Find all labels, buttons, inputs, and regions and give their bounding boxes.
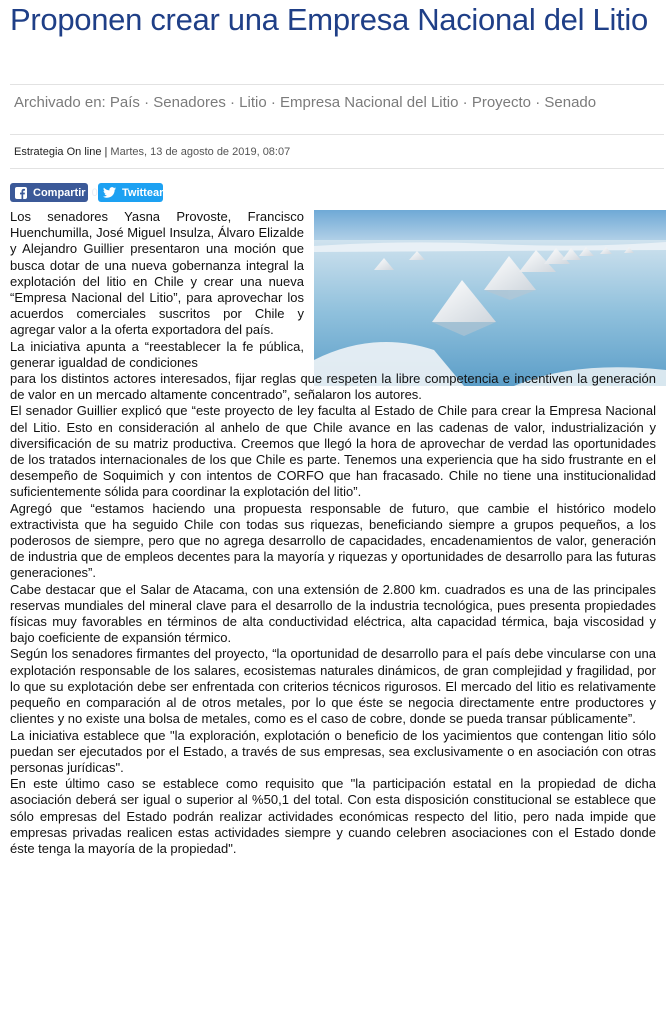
byline [14,146,290,159]
article-paragraph: Los senadores Yasna Provoste, Francisco Huenchumilla, José Miguel Insulza, Álvaro Elizalde y Alejandro Guillier presentaron una moción que busca dotar de una nueva gobernanza integral la explotación del litio en Chile y crear una nueva “Empresa Nacional del Litio”, para aprovechar los acuerdos comerciales suscritos por Chile y agregar valor a la oferta exportadora del país. [10,209,304,338]
tag-separator: · [535,94,541,111]
tag-separator: · [144,94,150,111]
share-bar [10,183,163,202]
tag-link[interactable]: Proyecto [471,94,532,111]
tag-link[interactable]: Empresa Nacional del Litio [280,94,459,111]
tag-separator: · [462,94,468,111]
archived-label: Archivado en: [14,94,106,111]
tag-link[interactable]: Senado [544,94,597,111]
tag-link[interactable]: Litio [239,94,267,111]
tag-link[interactable]: Senadores [153,94,226,111]
facebook-share-button[interactable] [10,183,98,202]
tag-separator: · [230,94,235,111]
article-paragraph: Cabe destacar que el Salar de Atacama, con una extensión de 2.800 km. cuadrados es una de las principales reservas mundiales del mineral clave para el desarrollo de la industria tecnológica, pues presenta propiedades físicas muy favorables en términos de alta conductividad eléctrica, alta capacidad térmica, baja viscosidad y bajo coeficiente de expansión térmico. [10,581,656,646]
byline-separator: | [104,146,108,158]
share-count: 0 [91,186,98,199]
tag-separator: · [270,94,276,111]
tag-link[interactable]: País [109,94,140,111]
divider [10,134,664,135]
article-paragraph: La iniciativa apunta a “reestablecer la fe pública, generar igualdad de condiciones [10,338,304,370]
divider [10,168,664,169]
article-paragraph: En este último caso se establece como requisito que "la participación estatal en la propiedad de dicha asociación deberá ser igual o superior al %50,1 del total. Con esta disposición constitucional se establece que sólo empresas del Estado podrán realizar actividades económicas respecto del litio, pero nada impide que empresas privadas realicen estas actividades siempre y cuando celebren asociaciones con el Estado donde éste tenga la mayoría de la propiedad". [10,776,656,856]
source-name: Estrategia On line [14,146,102,158]
article-paragraph: El senador Guillier explicó que “este proyecto de ley faculta al Estado de Chile para crear la Empresa Nacional del Litio. Esto en consideración al anhelo de que Chile avance en las cadenas de valor, industrialización y diversificación de su matriz productiva. Creemos que llegó la hora de aprovechar de verdad las oportunidades de los tratados internacionales de los que Chile es parte. Tenemos una experiencia que ha sido frustrante en el desempeño de Soquimich y con intentos de CORFO que han fracasado. Chile no tiene una institucionalidad suficientemente sólida para coordinar la explotación del litio”. [10,403,656,500]
twitter-share-label: Twittear [122,186,164,199]
article-paragraph: Según los senadores firmantes del proyecto, “la oportunidad de desarrollo para el país debe vincularse con una explotación responsable de los salares, ecosistemas naturales dinámicos, de gran complejidad y fragilidad, por lo que su explotación debe ser enfrentada con criterios técnicos rigurosos. El mercado del litio es relativamente pequeño en comparación al de otros metales, por lo que éste se negocia directamente entre productores y clientes y no existe una bolsa de metales, como es el caso de cobre, donde se pueda transar públicamente”. [10,646,656,727]
divider [10,84,664,85]
article-paragraph: Agregó que “estamos haciendo una propuesta responsable de futuro, que cambie el histórico modelo extractivista que ha seguido Chile con todas sus riquezas, beneficiando siempre a grupos pequeños, a los poderosos de siempre, pero que no agrega desarrollo de capacidades, encadenamientos de valor, generación de industria que de empleos decentes para la mayoría y riquezas y oportunidades de desarrollo para las futuras generaciones”. [10,500,656,581]
article-paragraph: La iniciativa establece que "la exploración, explotación o beneficio de los yacimientos que contengan litio sólo puedan ser ejecutados por el Estado, a través de sus empresas, sea exclusivamente o en asociación con otras personas jurídicas". [10,727,656,775]
facebook-share-label: Compartir [33,186,86,199]
facebook-icon [15,187,27,199]
article-paragraph: para los distintos actores interesados, fijar reglas que respeten la libre competencia e incentiven la generación de valor en un mercado altamente concentrado”, señalaron los autores. [10,371,656,403]
twitter-share-button[interactable] [98,183,163,202]
article-body [10,209,656,857]
twitter-icon [103,187,116,198]
publish-date: Martes, 13 de agosto de 2019, 08:07 [110,146,291,158]
article-title: Proponen crear una Empresa Nacional del Litio [10,2,648,37]
archived-tags [14,95,654,111]
